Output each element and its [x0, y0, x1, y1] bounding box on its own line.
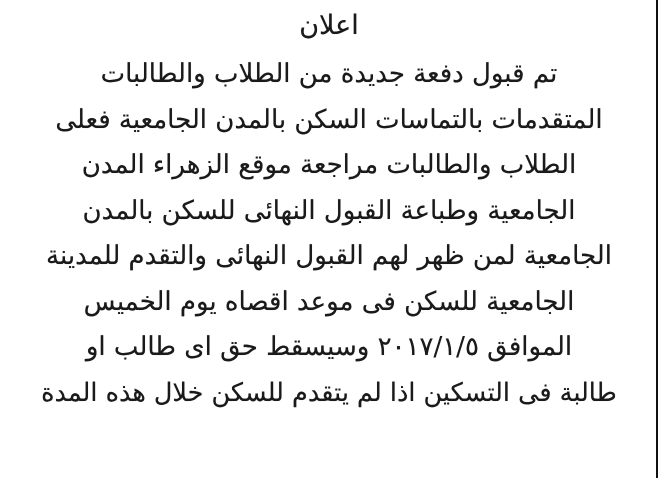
body-line: تم قبول دفعة جديدة من الطلاب والطالبات — [100, 59, 558, 89]
body-line: الجامعية للسكن فى موعد اقصاه يوم الخميس — [83, 286, 575, 317]
announcement-title: اعلان — [299, 10, 359, 41]
body-line: الجامعية لمن ظهر لهم القبول النهائى والتقدم للمدينة — [46, 241, 612, 271]
body-line: المتقدمات بالتماسات السكن بالمدن الجامعية فعلى — [55, 104, 603, 135]
body-line: الموافق ٢٠١٧/١/٥ وسيسقط حق اى طالب او — [85, 332, 573, 362]
announcement-body — [40, 52, 618, 416]
body-line: الطلاب والطالبات مراجعة موقع الزهراء المدن — [81, 150, 577, 180]
body-line: طالبة فى التسكين اذا لم يتقدم للسكن خلال هذه المدة — [41, 377, 617, 408]
body-line: الجامعية وطباعة القبول النهائى للسكن بالمدن — [82, 195, 576, 226]
